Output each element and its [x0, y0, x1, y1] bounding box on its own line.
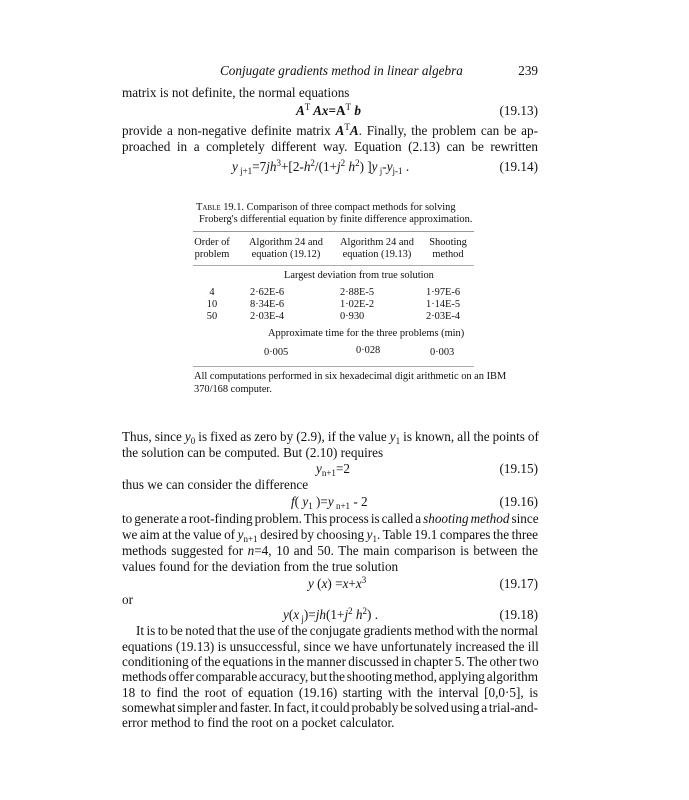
text-line — [122, 592, 538, 607]
equation-19-17 — [308, 576, 366, 591]
text-run: A — [349, 123, 359, 138]
superscript: 3 — [276, 158, 281, 168]
page-number: 239 — [518, 63, 538, 78]
text-run: since — [509, 511, 539, 526]
text-line — [122, 123, 538, 138]
text-run: we aim at the value of — [122, 527, 238, 542]
table-rule — [193, 231, 474, 232]
text-run: x — [355, 576, 362, 591]
text-run: desired by choosing — [257, 527, 367, 542]
text-run: 18 to find the root of equation (19.16) starting with the interval [0,0·5], is — [122, 685, 538, 700]
table-cell: 4 — [209, 287, 215, 298]
subscript: j — [299, 614, 304, 624]
text-line — [122, 85, 538, 100]
equation-19-18 — [283, 607, 378, 622]
column-header-line: problem — [194, 249, 230, 260]
subscript: 1 — [372, 534, 378, 544]
text-line — [122, 139, 538, 154]
text-run: Ax — [310, 103, 329, 118]
subscript: j-1 — [392, 166, 403, 176]
table-label: Table 19.1. — [196, 202, 245, 213]
text-run: ( — [313, 576, 322, 591]
text-run: y — [302, 494, 309, 509]
text-run: +[2- — [280, 159, 304, 174]
table-cell: 0·930 — [340, 311, 365, 322]
column-header — [425, 237, 471, 261]
table-cell: 10 — [206, 299, 218, 310]
table-cell: 2·62E-6 — [250, 287, 285, 298]
running-header: Conjugate gradients method in linear algebra — [220, 63, 463, 78]
table-cell: 0·005 — [264, 347, 289, 358]
column-header-line: Algorithm 24 and — [340, 237, 414, 248]
text-run: y — [316, 461, 322, 476]
equation-number: (19.13) — [499, 103, 538, 118]
table-cell: 1·02E-2 — [340, 299, 375, 310]
column-header — [188, 237, 236, 261]
text-run: ) = — [327, 576, 343, 591]
text-run: or — [122, 592, 133, 607]
subscript: 0 — [190, 436, 196, 446]
text-run: h — [303, 159, 311, 174]
superscript: 2 — [355, 158, 360, 168]
text-run: y — [283, 607, 289, 622]
text-run: A — [335, 123, 345, 138]
table-rule — [193, 366, 474, 367]
table-cell: 8·34E-6 — [250, 299, 285, 310]
table-section-label: Largest deviation from true solution — [284, 270, 434, 281]
text-run: . — [402, 159, 410, 174]
text-run: jh — [266, 159, 277, 174]
text-run: y — [366, 527, 373, 542]
text-run: thus we can consider the difference — [122, 477, 309, 492]
text-run: ) . — [367, 607, 378, 622]
text-run: y — [232, 159, 238, 174]
text-run: y — [371, 159, 378, 174]
text-run: methods offer comparable accuracy, but the shooting method, applying algorithm — [122, 669, 538, 684]
column-header-line: Shooting — [429, 237, 467, 248]
text-run: y — [308, 576, 314, 591]
superscript: 2 — [310, 158, 315, 168]
text-run: ( — [294, 494, 303, 509]
table-cell: 2·88E-5 — [340, 287, 375, 298]
equation-number: (19.17) — [499, 576, 538, 591]
text-run: y — [184, 429, 191, 444]
equation-number: (19.15) — [499, 461, 538, 476]
subscript: 1 — [395, 436, 401, 446]
subscript: 1 — [308, 501, 313, 511]
text-line — [122, 685, 538, 700]
column-header — [246, 237, 326, 261]
equation-19-14 — [232, 159, 409, 174]
text-line — [122, 715, 538, 730]
superscript: 3 — [361, 575, 367, 585]
text-run: =4, 10 and 50. The main comparison is between the — [254, 543, 539, 558]
text-run: Thus, since — [122, 429, 185, 444]
text-run: conditioning of the equations in the manner discussed in chapter 5. The other two — [122, 654, 539, 669]
text-run: h — [345, 159, 356, 174]
text-line — [122, 654, 538, 669]
text-run: the solution can be computed. But (2.10) requires — [122, 445, 384, 460]
text-run: ) ] — [359, 159, 372, 174]
text-line — [122, 639, 538, 654]
text-run: y — [327, 494, 334, 509]
text-run: x — [293, 607, 300, 622]
column-header-line: equation (19.13) — [342, 249, 412, 260]
text-run: =2 — [335, 461, 350, 476]
text-run: /(1+ — [314, 159, 337, 174]
text-run: y — [237, 527, 244, 542]
text-run: + — [348, 576, 356, 591]
superscript: 2 — [348, 606, 353, 616]
text-run: somewhat simpler and faster. In fact, it could probably be solved using a trial-and- — [122, 700, 538, 715]
table-cell: 50 — [206, 311, 218, 322]
text-run: to generate a root-finding problem. This process is called a — [122, 511, 424, 526]
text-run: methods suggested for — [122, 543, 248, 558]
table-footnote: 370/168 computer. — [194, 384, 272, 395]
text-run: values found for the deviation from the true solution — [122, 559, 399, 574]
superscript: T — [345, 102, 352, 112]
table-caption-line: Froberg's differential equation by finite difference approximation. — [199, 214, 473, 225]
column-header — [337, 237, 417, 261]
column-header-line: equation (19.12) — [251, 249, 321, 260]
equation-19-16 — [291, 494, 368, 509]
superscript: 2 — [340, 158, 346, 168]
table-rule — [193, 265, 474, 266]
table-cell: 0·003 — [430, 347, 455, 358]
text-run: =7 — [252, 159, 267, 174]
subscript: n+1 — [321, 468, 336, 478]
subscript: j+1 — [237, 166, 253, 176]
text-line — [122, 511, 538, 526]
text-run: proached in a completely different way. Equation (2.13) can be rewritten — [122, 139, 538, 154]
superscript: 2 — [362, 606, 367, 616]
text-line — [122, 477, 538, 492]
table-cell: 0·028 — [356, 345, 381, 356]
text-run: jh — [315, 607, 326, 622]
text-run: matrix is not definite, the normal equations — [122, 85, 350, 100]
table-cell: 2·03E-4 — [250, 311, 285, 322]
text-run: y — [386, 159, 393, 174]
text-run: shooting method — [423, 511, 510, 526]
subscript: n+1 — [333, 501, 351, 511]
text-line — [122, 669, 538, 684]
text-run: provide a non-negative definite matrix — [122, 123, 336, 138]
text-run: )= — [312, 494, 328, 509]
superscript: T — [344, 122, 350, 132]
text-run: j — [337, 159, 341, 174]
text-run: h — [352, 607, 363, 622]
text-line — [122, 543, 538, 558]
text-run: It is to be noted that the use of the conjugate gradients method with the normal — [136, 623, 538, 638]
text-line — [122, 527, 538, 542]
text-line — [136, 623, 538, 638]
equation-number: (19.16) — [499, 494, 538, 509]
table-cell: 1·97E-6 — [426, 287, 461, 298]
equation-number: (19.18) — [499, 607, 538, 622]
text-line — [122, 559, 538, 574]
text-run: b — [351, 103, 361, 118]
text-run: )= — [303, 607, 316, 622]
text-run: n — [247, 543, 255, 558]
text-run: f — [291, 494, 295, 509]
equation-19-15 — [316, 461, 350, 476]
table-footnote: All computations performed in six hexadecimal digit arithmetic on an IBM — [194, 371, 507, 382]
subscript: j — [377, 166, 383, 176]
column-header-line: method — [432, 249, 464, 260]
text-run: x — [342, 576, 349, 591]
text-line — [122, 700, 538, 715]
table-caption — [196, 202, 456, 214]
text-run: A — [296, 103, 305, 118]
equation-19-13 — [296, 103, 361, 118]
text-run: is fixed as zero by (2.9), if the value — [195, 429, 390, 444]
table-caption-text: Comparison of three compact methods for solving — [246, 202, 456, 213]
text-run: . Table 19.1 compares the three — [377, 527, 538, 542]
text-run: . Finally, the problem can be ap- — [358, 123, 538, 138]
column-header-line: Order of — [194, 237, 230, 248]
column-header-line: Algorithm 24 and — [249, 237, 323, 248]
text-line — [122, 445, 538, 460]
table-cell: 2·03E-4 — [426, 311, 461, 322]
equation-number: (19.14) — [499, 159, 538, 174]
text-run: - 2 — [350, 494, 368, 509]
text-run: j — [344, 607, 349, 622]
superscript: T — [304, 102, 311, 112]
text-run: equations (19.13) is unsuccessful, since we have unfortunately increased the ill — [122, 639, 539, 654]
text-run: - — [382, 159, 387, 174]
text-run: error method to find the root on a pocket calculator. — [122, 715, 395, 730]
text-run: ( — [288, 607, 294, 622]
table-cell: 1·14E-5 — [426, 299, 461, 310]
text-run: y — [389, 429, 396, 444]
subscript: n+1 — [243, 534, 258, 544]
text-line — [122, 429, 538, 444]
text-run: x — [321, 576, 328, 591]
text-run: is known, all the points of — [400, 429, 539, 444]
text-run: =A — [328, 103, 346, 118]
text-run: (1+ — [326, 607, 345, 622]
table-section-label: Approximate time for the three problems (min) — [268, 328, 465, 339]
